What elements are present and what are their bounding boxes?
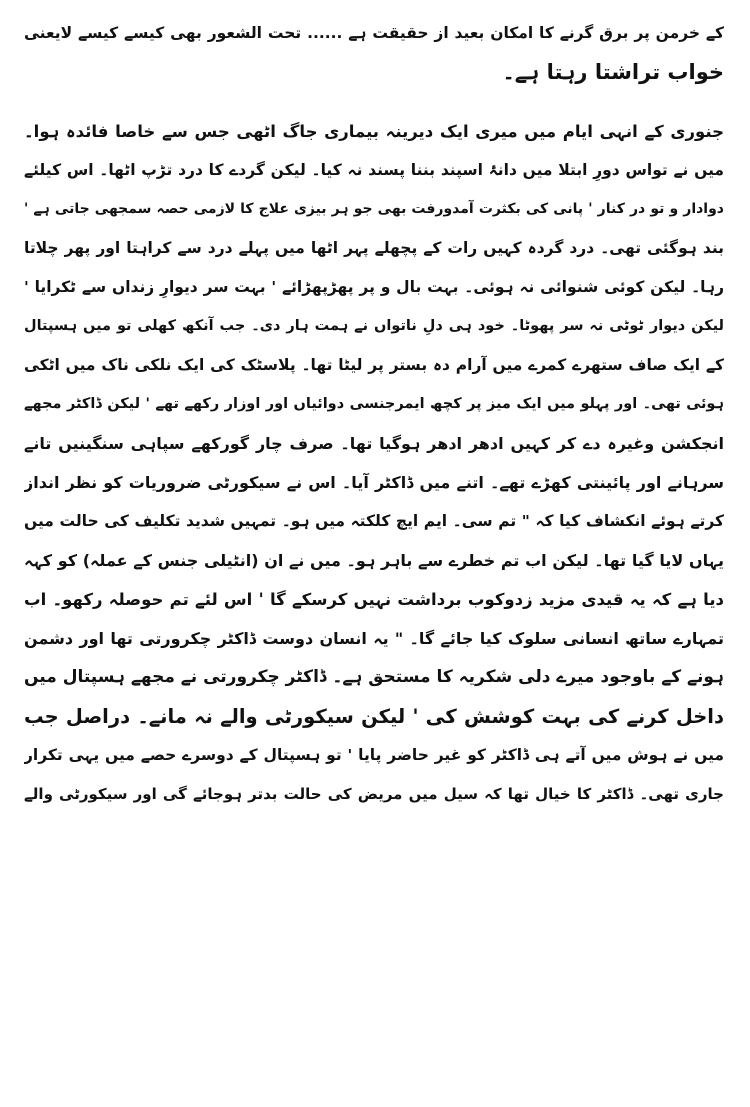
- text-line: سرہانے اور پائینتی کھڑے تھے۔ اتنے میں ڈاکٹر آیا۔ اس نے سیکورٹی ضروریات کو نظر انداز: [24, 473, 724, 492]
- text-line: رہا۔ لیکن کوئی شنوائی نہ ہوئی۔ بہت بال و پر پھڑپھڑائے ' بہت سر دیوارِ زنداں سے ٹکرایا ': [24, 278, 724, 296]
- text-line: ہوئی تھی۔ اور پہلو میں ایک میز پر کچھ ایمرجنسی دوائیاں اور اوزار رکھے تھے ' لیکن ڈاکٹر مجھے: [24, 396, 724, 412]
- text-line: داخل کرنے کی بہت کوشش کی ' لیکن سیکورٹی والے نہ مانے۔ دراصل جب: [24, 705, 724, 728]
- text-line: ہونے کے باوجود میرے دلی شکریہ کا مستحق ہے۔ ڈاکٹر چکرورتی نے مجھے ہسپتال میں: [24, 667, 724, 687]
- text-line: یہاں لایا گیا تھا۔ لیکن اب تم خطرے سے باہر ہو۔ میں نے ان (انٹیلی جنس کے عملہ) کو کہہ: [24, 551, 724, 570]
- text-line: دوادار و تو در کنار ' پانی کی بکثرت آمدورفت بھی جو ہر بیزی علاج کا لازمی حصہ سمجھی جاتی ہے ': [24, 201, 724, 217]
- text-line: تمہارے ساتھ انسانی سلوک کیا جائے گا۔ " یہ انسان دوست ڈاکٹر چکرورتی تھا اور دشمن: [24, 629, 724, 648]
- text-line: بند ہوگئی تھی۔ درد گردہ کہیں رات کے پچھلے پہر اٹھا میں پہلے درد سے کراہتا اور پھر چلاتا: [24, 239, 724, 257]
- text-line: انجکشن وغیرہ دے کر کہیں ادھر ادھر ہوگیا تھا۔ صرف چار گورکھے سپاہی سنگینیں تانے: [24, 434, 724, 453]
- paragraph-spacer: [24, 92, 724, 112]
- text-line: جنوری کے انہی ایام میں میری ایک دیرینہ بیماری جاگ اٹھی جس سے خاصا فائدہ ہوا۔: [24, 122, 724, 141]
- paragraph-2: [24, 112, 724, 814]
- text-line: کے ایک صاف ستھرے کمرے میں آرام دہ بستر پر لیٹا تھا۔ پلاسٹک کی ایک نلکی ناک میں اٹکی: [24, 356, 724, 374]
- text-line: خواب تراشتا رہتا ہے۔: [502, 60, 724, 84]
- text-line: لیکن دیوار ٹوٹی نہ سر پھوٹا۔ خود ہی دلِ ناتواں نے ہمت ہار دی۔ جب آنکھ کھلی تو میں ہسپتال: [24, 318, 724, 334]
- text-line: کرتے ہوئے انکشاف کیا کہ " تم سی۔ ایم ایچ کلکتہ میں ہو۔ تمہیں شدید تکلیف کی حالت میں: [24, 512, 724, 530]
- text-line: جاری تھی۔ ڈاکٹر کا خیال تھا کہ سیل میں مریض کی حالت بدتر ہوجائے گی اور سیکورٹی والے: [24, 785, 724, 803]
- text-line: میں نے ہوش میں آتے ہی ڈاکٹر کو غیر حاضر پایا ' تو ہسپتال کے دوسرے حصے میں یہی تکرار: [24, 746, 724, 764]
- text-line: میں نے تواس دورِ ابتلا میں دانۂ اسپند بننا پسند نہ کیا۔ لیکن گردے کا درد تڑپ اٹھا۔ اس کیلئے: [24, 161, 724, 179]
- text-line: کے خرمن پر برق گرنے کا امکان بعید از حقیقت ہے ...... تحت الشعور بھی کیسے کیسے لایعنی: [24, 24, 724, 42]
- paragraph-1: [24, 14, 724, 92]
- text-line: دیا ہے کہ یہ قیدی مزید زدوکوب برداشت نہیں کرسکے گا ' اس لئے تم حوصلہ رکھو۔ اب: [24, 590, 724, 609]
